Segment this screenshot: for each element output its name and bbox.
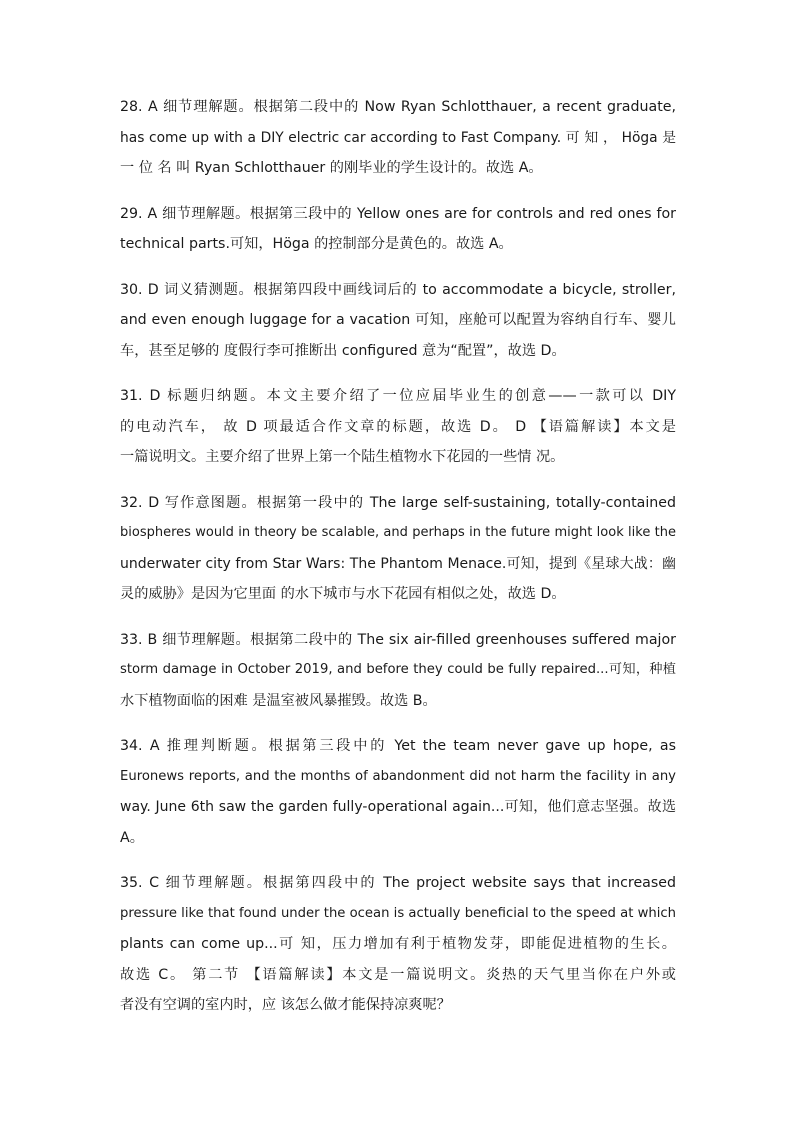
answer-32	[120, 488, 676, 610]
text-line: 者没有空调的室内时，应 该怎么做才能保持凉爽呢？	[120, 997, 451, 1013]
text-line: Euronews reports, and the months of abandonment did not harm the facility in any	[120, 768, 676, 784]
text-line: 一篇说明文。主要介绍了世界上第一个陆生植物水下花园的一些情 况。	[120, 449, 565, 465]
text-line: 29. A 细节理解题。根据第三段中的 Yellow ones are for controls and red ones for	[120, 205, 676, 222]
text-line: 33. B 细节理解题。根据第二段中的 The six air-filled greenhouses suffered major	[120, 631, 676, 648]
text-line: 28. A 细节理解题。根据第二段中的 Now Ryan Schlotthauer, a recent graduate,	[120, 99, 676, 115]
text-line: 灵的威胁》是因为它里面 的水下城市与水下花园有相似之处，故选 D。	[120, 586, 566, 602]
answer-34	[120, 731, 676, 853]
text-line: 一 位 名 叫 Ryan Schlotthauer 的刚毕业的学生设计的。故选 A。	[120, 160, 543, 176]
document-page	[120, 92, 676, 1036]
text-line: 水下植物面临的困难 是温室被风暴摧毁。故选 B。	[120, 692, 437, 709]
text-line: technical parts.可知，Höga 的控制部分是黄色的。故选 A。	[120, 236, 513, 252]
text-line: and even enough luggage for a vacation 可知，座舱可以配置为容纳自行车、婴儿	[120, 312, 676, 328]
text-line: 31. D 标题归纳题。本文主要介绍了一位应届毕业生的创意——一款可以 DIY	[120, 388, 676, 404]
text-line: underwater city from Star Wars: The Phantom Menace.可知，提到《星球大战：幽	[120, 555, 676, 572]
answer-28	[120, 92, 676, 184]
text-line: 35. C 细节理解题。根据第四段中的 The project website says that increased	[120, 875, 676, 891]
text-line: way. June 6th saw the garden fully-operational again...可知，他们意志坚强。故选	[120, 799, 676, 815]
text-line: has come up with a DIY electric car according to Fast Company. 可 知 ， Höga 是	[120, 129, 676, 146]
text-line: 30. D 词义猜测题。根据第四段中画线词后的 to accommodate a bicycle, stroller,	[120, 281, 676, 298]
text-line: biospheres would in theory be scalable, and perhaps in the future might look like the	[120, 525, 676, 540]
text-line: plants can come up...可 知，压力增加有利于植物发芽，即能促进植物的生长。	[120, 936, 676, 952]
text-line: 车，甚至足够的 度假行李可推断出 configured 意为“配置”，故选 D。	[120, 342, 566, 359]
text-line: storm damage in October 2019, and before they could be fully repaired...可知，种植	[120, 662, 676, 677]
text-line: pressure like that found under the ocean is actually beneficial to the speed at which	[120, 905, 676, 921]
answer-30	[120, 275, 676, 367]
text-line: 32. D 写作意图题。根据第一段中的 The large self-sustaining, totally-contained	[120, 494, 676, 511]
answer-33	[120, 625, 676, 717]
answer-29	[120, 199, 676, 260]
text-line: A。	[120, 829, 144, 846]
text-line: 故选 C。 第二节 【语篇解读】本文是一篇说明文。炎热的天气里当你在户外或	[120, 966, 676, 983]
text-line: 34. A 推理判断题。根据第三段中的 Yet the team never gave up hope, as	[120, 738, 676, 754]
answer-31	[120, 381, 676, 473]
text-line: 的电动汽车， 故 D 项最适合作文章的标题，故选 D。 D 【语篇解读】本文是	[120, 418, 676, 435]
answer-35	[120, 868, 676, 1021]
